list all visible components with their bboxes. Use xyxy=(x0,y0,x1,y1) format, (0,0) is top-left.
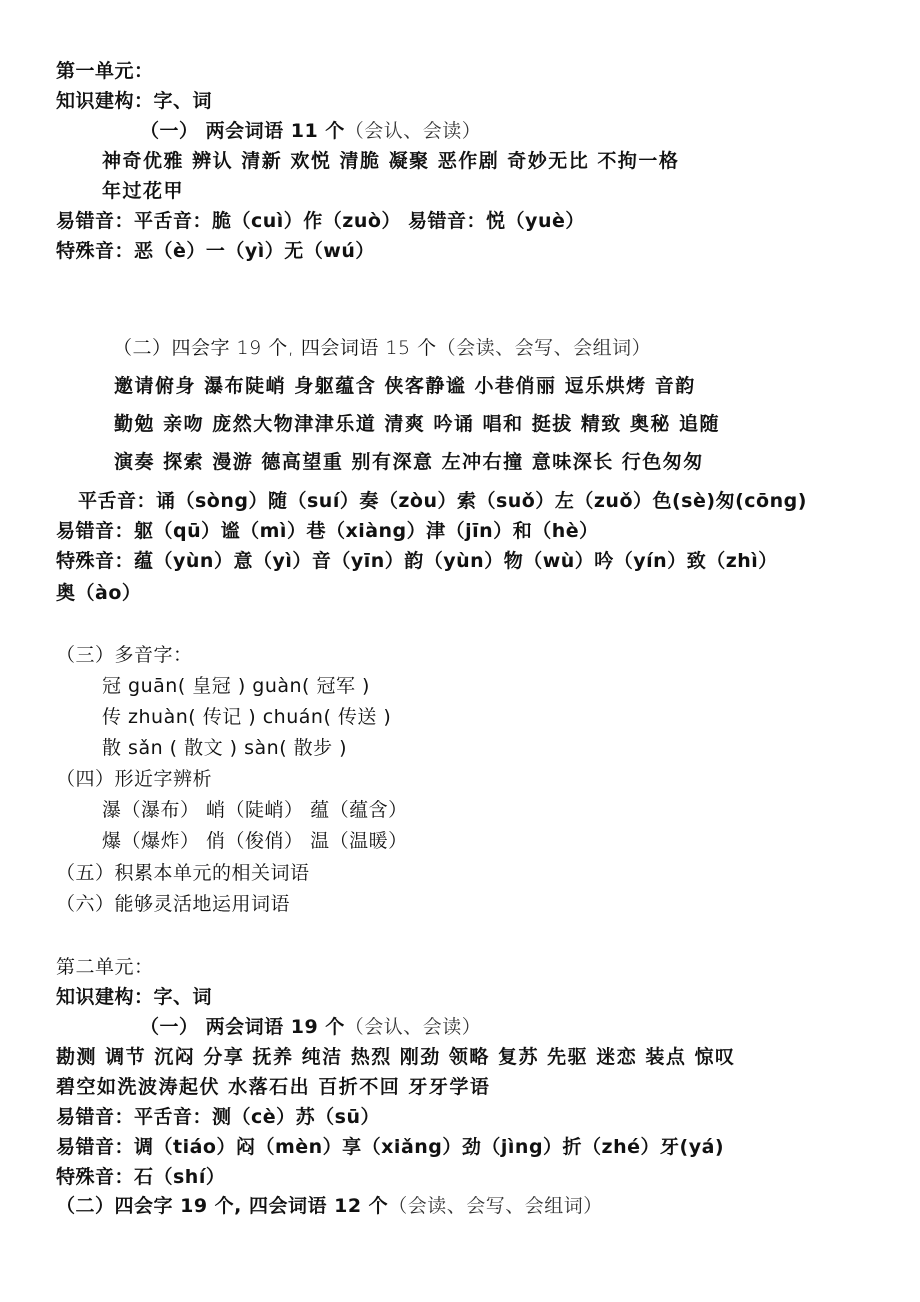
unit1-words-line-1: 神奇优雅 辨认 清新 欢悦 清脆 凝聚 恶作剧 奇妙无比 不拘一格 xyxy=(102,150,680,172)
unit1-section2-note: （会读、会写、会组词） xyxy=(436,337,652,359)
unit1-flat-tongue: 平舌音：诵（sòng）随（suí）奏（zòu）索（suǒ）左（zuǒ）色(sè)匆(cōng) xyxy=(78,490,807,512)
unit1-s2-special-pron-1: 特殊音：蕴（yùn）意（yì）音（yīn）韵（yùn）物（wù）吟（yín）致（zhì） xyxy=(56,550,778,572)
unit1-section2-heading xyxy=(113,334,651,362)
unit2-heading: 第二单元： xyxy=(56,956,154,978)
similar-chars-line-1: 瀑（瀑布） 峭（陡峭） 蕴（蕴含） xyxy=(102,799,408,821)
unit1-section5-title: （五）积累本单元的相关词语 xyxy=(56,862,310,884)
unit2-knowledge: 知识建构：字、词 xyxy=(56,986,213,1008)
unit1-section6-title: （六）能够灵活地运用词语 xyxy=(56,893,291,915)
unit2-section1-heading xyxy=(140,1013,481,1041)
unit1-s2-words-line-2: 勤勉 亲吻 庞然大物津津乐道 清爽 吟诵 唱和 挺拔 精致 奥秘 追随 xyxy=(114,413,721,435)
unit2-section1-title: （一） 两会词语 19 个 xyxy=(140,1016,345,1038)
unit1-section1-title: （一） 两会词语 11 个 xyxy=(140,120,345,142)
polyphone-line-2: 传 zhuàn( 传记 ) chuán( 传送 ) xyxy=(102,706,392,728)
unit1-section1-heading xyxy=(140,117,481,145)
unit2-words-line-1: 勘测 调节 沉闷 分享 抚养 纯洁 热烈 刚劲 领略 复苏 先驱 迷恋 装点 惊叹 xyxy=(56,1046,736,1068)
polyphone-line-1: 冠 guān( 皇冠 ) guàn( 冠军 ) xyxy=(102,675,370,697)
unit1-section1-note: （会认、会读） xyxy=(344,120,482,142)
unit1-section3-title: （三）多音字： xyxy=(56,644,193,666)
polyphone-line-3: 散 sǎn ( 散文 ) sàn( 散步 ) xyxy=(102,737,348,759)
unit2-section2-note: （会读、会写、会组词） xyxy=(388,1195,603,1217)
unit1-heading: 第一单元： xyxy=(56,60,154,82)
unit2-words-line-2: 碧空如洗波涛起伏 水落石出 百折不回 牙牙学语 xyxy=(56,1076,491,1098)
similar-chars-line-2: 爆（爆炸） 俏（俊俏） 温（温暖） xyxy=(102,830,408,852)
unit1-error-pron: 易错音：平舌音：脆（cuì）作（zuò） 易错音：悦（yuè） xyxy=(56,210,585,232)
unit2-section2-title: （二）四会字 19 个, 四会词语 12 个 xyxy=(56,1195,389,1217)
unit1-s2-error-pron: 易错音：躯（qū）谧（mì）巷（xiàng）津（jīn）和（hè） xyxy=(56,520,599,542)
unit1-section2-title: （二）四会字 19 个, 四会词语 15 个 xyxy=(113,337,437,359)
unit1-section4-title: （四）形近字辨析 xyxy=(56,768,213,790)
unit2-section2-heading xyxy=(56,1192,603,1220)
unit2-special-pron: 特殊音：石（shí） xyxy=(56,1166,226,1188)
unit1-s2-words-line-3: 演奏 探索 漫游 德高望重 别有深意 左冲右撞 意味深长 行色匆匆 xyxy=(114,451,704,473)
unit1-s2-special-pron-2: 奥（ào） xyxy=(56,582,142,604)
unit2-error-pron-1: 易错音：平舌音：测（cè）苏（sū） xyxy=(56,1106,380,1128)
unit2-error-pron-2: 易错音：调（tiáo）闷（mèn）享（xiǎng）劲（jìng）折（zhé）牙(yá) xyxy=(56,1136,725,1158)
unit1-s2-words-line-1: 邀请俯身 瀑布陡峭 身躯蕴含 侠客静谧 小巷俏丽 逗乐烘烤 音韵 xyxy=(114,375,696,397)
unit1-special-pron: 特殊音：恶（è）一（yì）无（wú） xyxy=(56,240,375,262)
unit1-knowledge: 知识建构：字、词 xyxy=(56,90,213,112)
unit2-section1-note: （会认、会读） xyxy=(344,1016,482,1038)
unit1-words-line-2: 年过花甲 xyxy=(102,180,185,202)
